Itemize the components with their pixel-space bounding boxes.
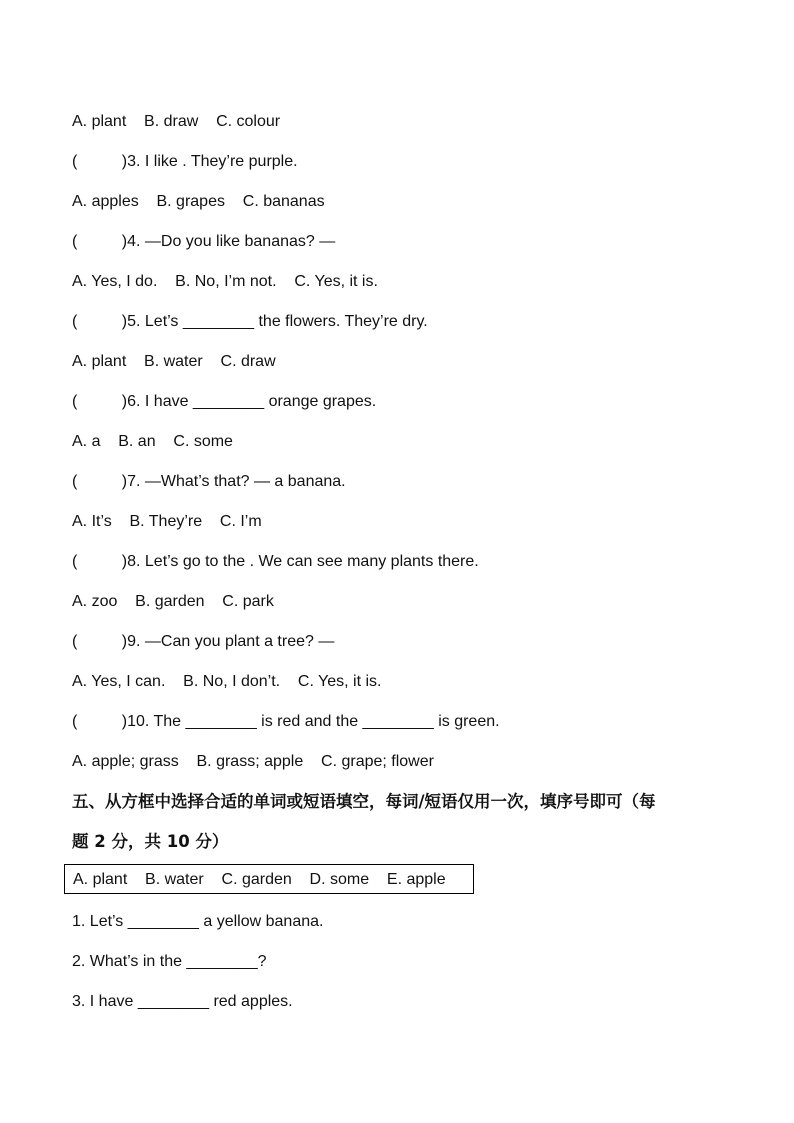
question-4: ( )4. —Do you like bananas? — <box>72 233 336 250</box>
question-9: ( )9. —Can you plant a tree? — <box>72 633 335 650</box>
question-6: ( )6. I have ________ orange grapes. <box>72 393 377 410</box>
question-8: ( )8. Let’s go to the . We can see many plants there. <box>72 553 479 570</box>
question-3: ( )3. I like . They’re purple. <box>72 153 298 170</box>
word-bank-options: A. plant B. water C. garden D. some E. apple <box>73 871 446 888</box>
options-q2: A. plant B. draw C. colour <box>72 113 281 130</box>
options-q4: A. Yes, I do. B. No, I’m not. C. Yes, it is. <box>72 273 378 290</box>
options-q10: A. apple; grass B. grass; apple C. grape; flower <box>72 753 434 770</box>
fill-item-1: 1. Let’s ________ a yellow banana. <box>72 913 324 930</box>
options-q5: A. plant B. water C. draw <box>72 353 276 370</box>
fill-item-3: 3. I have ________ red apples. <box>72 993 293 1010</box>
question-10: ( )10. The ________ is red and the ________ is green. <box>72 713 500 730</box>
options-q9: A. Yes, I can. B. No, I don’t. C. Yes, it is. <box>72 673 382 690</box>
section-5-title-line1: 五、从方框中选择合适的单词或短语填空，每词/短语仅用一次，填序号即可（每 <box>72 792 656 811</box>
options-q6: A. a B. an C. some <box>72 433 233 450</box>
options-q7: A. It’s B. They’re C. I’m <box>72 513 262 530</box>
section-5-title-line2: 题 2 分，共 10 分） <box>72 832 229 851</box>
fill-item-2: 2. What’s in the ________? <box>72 953 267 970</box>
options-q3: A. apples B. grapes C. bananas <box>72 193 325 210</box>
options-q8: A. zoo B. garden C. park <box>72 593 274 610</box>
word-bank-box <box>64 864 474 894</box>
question-7: ( )7. —What’s that? — a banana. <box>72 473 346 490</box>
question-5: ( )5. Let’s ________ the flowers. They’re dry. <box>72 313 428 330</box>
